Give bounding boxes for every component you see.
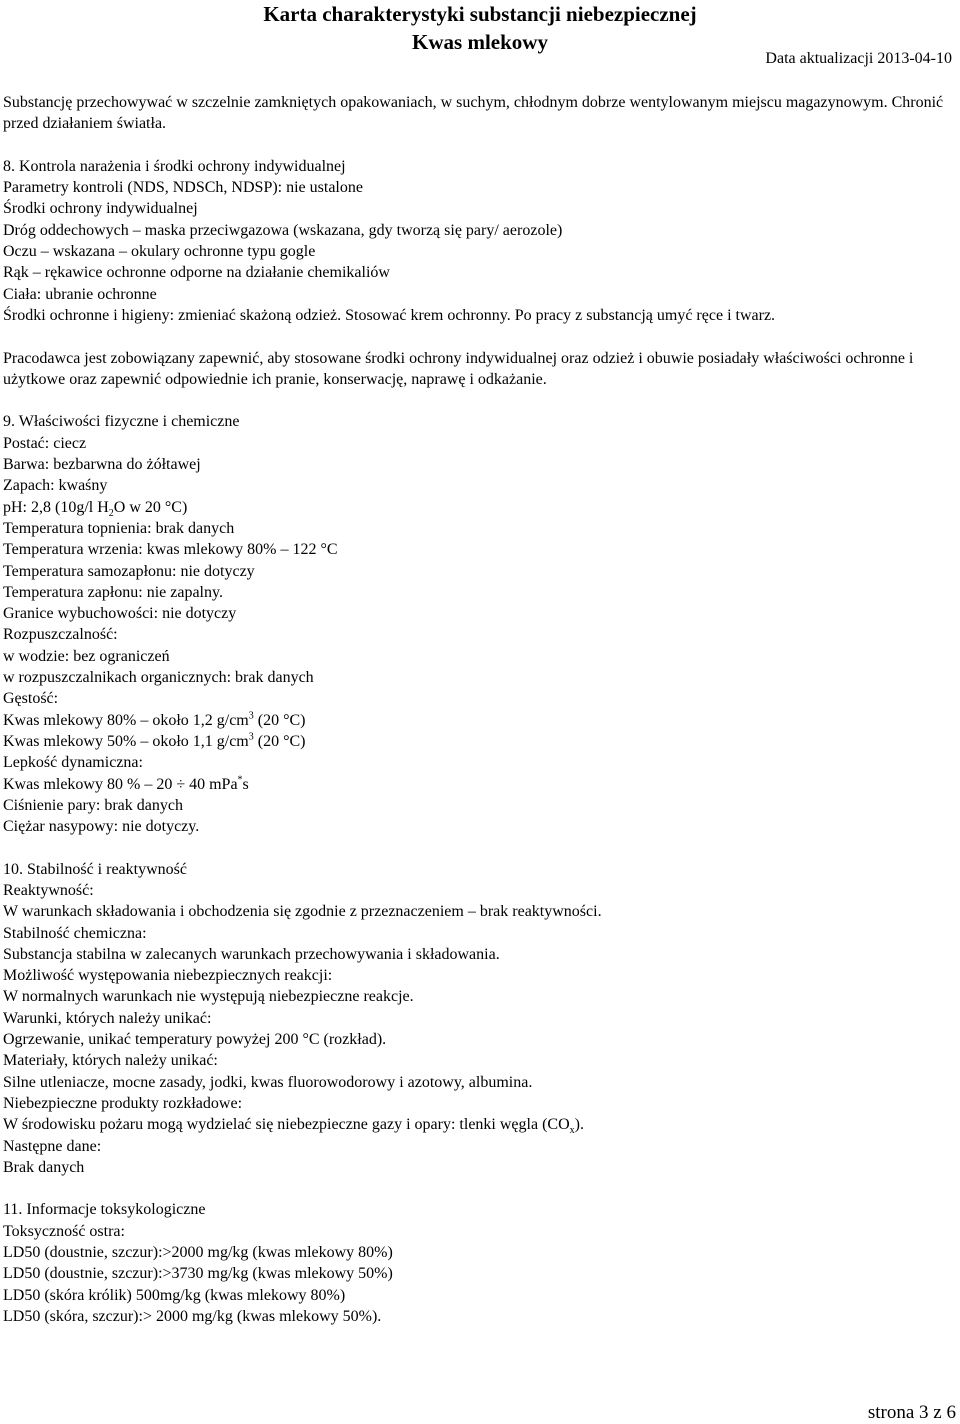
document-header — [0, 0, 960, 56]
other-data-heading: Następne dane: — [3, 1137, 102, 1155]
conditions-avoid-heading: Warunki, których należy unikać: — [3, 1009, 212, 1027]
density-50: Kwas mlekowy 50% – około 1,1 $g/cm^3$ (20 °C) — [3, 731, 306, 750]
physical-form: Postać: ciecz — [3, 434, 87, 452]
explosive-limits: Granice wybuchowości: nie dotyczy — [3, 605, 237, 623]
body-protection: Ciała: ubranie ochronne — [3, 285, 157, 303]
employer-obligation: Pracodawca jest zobowiązany zapewnić, aby stosowane środki ochrony indywidualnej oraz odzież i obuwie posiadały właściwości ochronne i użytkowe oraz zapewnić odpowiednie ich pranie, konserwację, naprawę i odkażanie. — [3, 349, 914, 388]
section-11 — [3, 1199, 953, 1327]
section-10-title: 10. Stabilność i reaktywność — [3, 860, 187, 878]
ph-property: pH: 2,8 (10g/l $H_2O$ w 20 °C) — [3, 498, 188, 519]
stability-value: Substancja stabilna w zalecanych warunkach przechowywania i składowania. — [3, 945, 500, 963]
ld50-line-3: LD50 (skóra królik) 500mg/kg (kwas mlekowy 80%) — [3, 1286, 346, 1304]
solubility-organic: w rozpuszczalnikach organicznych: brak danych — [3, 669, 314, 687]
page-number: strona 3 z 6 — [867, 1402, 956, 1423]
ld50-line-4: LD50 (skóra, szczur):> 2000 mg/kg (kwas mlekowy 50%). — [3, 1307, 382, 1325]
eye-protection: Oczu – wskazana – okulary ochronne typu gogle — [3, 243, 316, 261]
section-11-title: 11. Informacje toksykologiczne — [3, 1201, 206, 1219]
materials-avoid-heading: Materiały, których należy unikać: — [3, 1052, 218, 1070]
boiling-point: Temperatura wrzenia: kwas mlekowy 80% – 122 °C — [3, 541, 338, 559]
other-data-value: Brak danych — [3, 1158, 85, 1176]
melting-point: Temperatura topnienia: brak danych — [3, 519, 235, 537]
vapor-pressure: Ciśnienie pary: brak danych — [3, 796, 183, 814]
control-parameters: Parametry kontroli (NDS, NDSCh, NDSP): nie ustalone — [3, 179, 363, 197]
stability-heading: Stabilność chemiczna: — [3, 924, 147, 942]
document-subtitle: Kwas mlekowy — [412, 30, 548, 54]
document-title: Karta charakterystyki substancji niebezpiecznej — [263, 2, 697, 26]
ld50-line-1: LD50 (doustnie, szczur):>2000 mg/kg (kwas mlekowy 80%) — [3, 1244, 393, 1262]
acute-toxicity-heading: Toksyczność ostra: — [3, 1222, 125, 1240]
odor-property: Zapach: kwaśny — [3, 477, 108, 495]
decomposition-heading: Niebezpieczne produkty rozkładowe: — [3, 1094, 243, 1112]
section-9-title: 9. Właściwości fizyczne i chemiczne — [3, 413, 240, 431]
ld50-line-2: LD50 (doustnie, szczur):>3730 mg/kg (kwas mlekowy 50%) — [3, 1265, 393, 1283]
autoignition-temp: Temperatura samozapłonu: nie dotyczy — [3, 562, 255, 580]
update-date: Data aktualizacji 2013-04-10 — [765, 50, 952, 67]
respiratory-protection: Dróg oddechowych – maska przeciwgazowa (wskazana, gdy tworzą się pary/ aerozole) — [3, 221, 563, 239]
bulk-density: Ciężar nasypowy: nie dotyczy. — [3, 818, 200, 836]
hygiene-measures: Środki ochronne i higieny: zmieniać skażoną odzież. Stosować krem ochronny. Po pracy z substancją umyć ręce i twarz. — [3, 306, 776, 324]
color-property: Barwa: bezbarwna do żółtawej — [3, 456, 201, 474]
density-80: Kwas mlekowy 80% – około 1,2 $g/cm^3$ (20 °C) — [3, 710, 306, 729]
conditions-avoid-value: Ogrzewanie, unikać temperatury powyżej 200 °C (rozkład). — [3, 1031, 387, 1049]
hazardous-reactions-heading: Możliwość występowania niebezpiecznych reakcji: — [3, 967, 333, 985]
solubility-heading: Rozpuszczalność: — [3, 626, 118, 644]
section-10 — [3, 859, 953, 1178]
density-heading: Gęstość: — [3, 690, 59, 708]
hazardous-reactions-value: W normalnych warunkach nie występują niebezpieczne reakcje. — [3, 988, 414, 1006]
reactivity-value: W warunkach składowania i obchodzenia się zgodnie z przeznaczeniem – brak reaktywności. — [3, 903, 602, 921]
solubility-water: w wodzie: bez ograniczeń — [3, 647, 170, 665]
materials-avoid-value: Silne utleniacze, mocne zasady, jodki, kwas fluorowodorowy i azotowy, albumina. — [3, 1073, 533, 1091]
section-8-title: 8. Kontrola narażenia i środki ochrony indywidualnej — [3, 157, 346, 175]
ppe-heading: Środki ochrony indywidualnej — [3, 200, 198, 218]
document-body — [3, 92, 953, 1327]
hand-protection: Rąk – rękawice ochronne odporne na działanie chemikaliów — [3, 264, 390, 282]
viscosity-heading: Lepkość dynamiczna: — [3, 754, 143, 772]
decomposition-value: W środowisku pożaru mogą wydzielać się niebezpieczne gazy i opary: tlenki węgla $(CO_x)$. — [3, 1116, 584, 1137]
flash-point: Temperatura zapłonu: nie zapalny. — [3, 583, 223, 601]
viscosity-value: Kwas mlekowy 80 % – 20 ÷ 40 mPa*s — [3, 774, 249, 793]
reactivity-heading: Reaktywność: — [3, 881, 94, 899]
storage-text: Substancję przechowywać w szczelnie zamkniętych opakowaniach, w suchym, chłodnym dobrze wentylowanym miejscu magazynowym. Chronić przed działaniem światła. — [3, 94, 944, 133]
section-9 — [3, 411, 953, 837]
section-8 — [3, 156, 953, 390]
